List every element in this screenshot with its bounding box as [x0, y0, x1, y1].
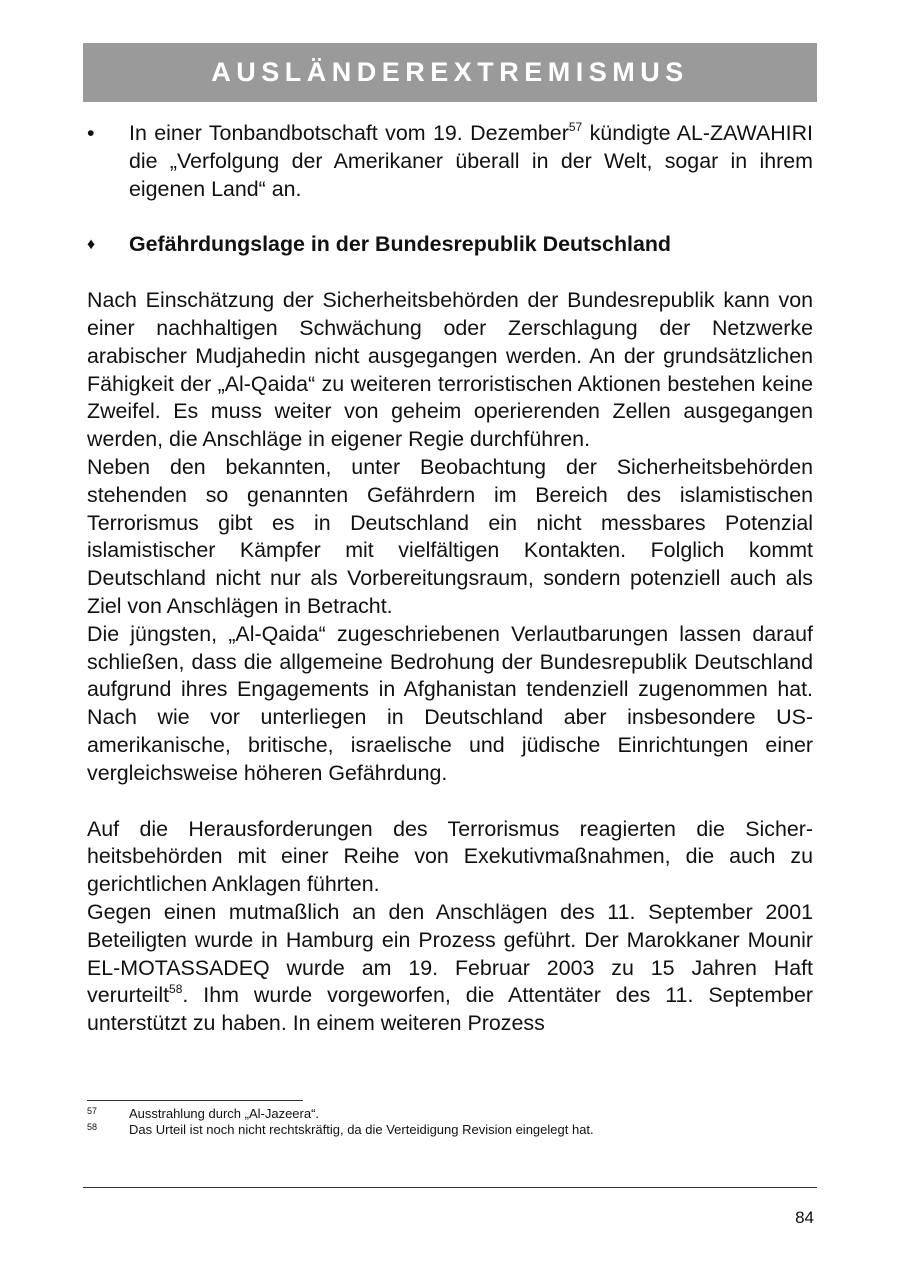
spacer	[87, 259, 813, 287]
footnote-ref-57: 57	[568, 119, 583, 134]
footnote-58	[87, 1122, 813, 1138]
section-heading-text: Gefährdungslage in der Bundesrepublik Deutschland	[129, 232, 671, 257]
bullet-item	[87, 120, 813, 203]
footnote-number: 57	[87, 1106, 98, 1116]
footnote-text: Ausstrahlung durch „Al-Jazeera“.	[129, 1106, 320, 1121]
page-body	[87, 120, 813, 1038]
section-heading	[87, 231, 813, 259]
footnote-text: Das Urteil ist noch nicht rechtskräftig, da die Verteidigung Revision eingelegt hat.	[129, 1122, 594, 1137]
footnote-57	[87, 1106, 813, 1122]
chapter-header-banner	[83, 43, 817, 102]
paragraph-2: Neben den bekannten, unter Beobachtung der Sicherheitsbehörden stehenden so genannten Gefährdern im Bereich des islamistischen Terrorismus gibt es in Deutschland ein nicht messbares Potenzial islamistischer Kämpfer mit vielfältigen Kontakten. Folglich kommt Deutschland nicht nur als Vorbereitungsraum, sondern potenziell auch als Ziel von Anschlägen in Betracht.	[87, 454, 813, 618]
paragraph-5	[87, 899, 813, 1038]
footnotes	[87, 1106, 813, 1138]
footnote-number: 58	[87, 1122, 98, 1132]
paragraph-5-start: Gegen einen mutmaßlich an den Anschlägen des 11. September 2001 Beteiligten wurde in Hamburg ein Prozess geführt. Der Marokkaner Mounir EL-MOTASSADEQ wurde am 19. Februar 2003 zu 15 Jahren Haft verurteilt	[87, 899, 813, 1008]
bullet-text-end: kündigte AL-ZAWAHIRI die „Verfolgung der Amerikaner überall in der Welt, sogar in ihrem eigenen Land“ an.	[129, 121, 813, 201]
page-footer-divider	[83, 1187, 817, 1188]
chapter-title: AUSLÄNDEREXTREMISMUS	[211, 57, 689, 87]
page-number: 84	[795, 1208, 814, 1227]
bullet-text-start: In einer Tonbandbotschaft vom 19. Dezember	[129, 121, 569, 145]
footnote-ref-58: 58	[169, 982, 183, 997]
paragraph-1: Nach Einschätzung der Sicherheitsbehörden der Bundesrepublik kann von einer nachhaltigen Schwächung oder Zerschlagung der Netzwerke arabischer Mudjahedin nicht ausgegangen werden. An der grundsätzlichen Fähigkeit der „Al-Qaida“ zu weiteren terroristischen Aktionen bestehen keine Zweifel. Es muss weiter von geheim operierenden Zellen ausgegangen werden, die Anschläge in eigener Regie durchführen.	[87, 288, 813, 452]
footnote-divider	[87, 1100, 303, 1101]
bullet-icon: •	[87, 121, 95, 145]
diamond-icon: ♦	[87, 236, 96, 254]
paragraph-4: Auf die Herausforderungen des Terrorismus reagierten die Sicherheitsbehörden mit einer Reihe von Exekutivmaßnahmen, die auch zu gerichtlichen Anklagen führten.	[87, 816, 813, 897]
paragraph-5-end: . Ihm wurde vorgeworfen, die Attentäter des 11. September unterstützt zu haben. In einem weiteren Prozess	[87, 983, 813, 1036]
paragraph-3: Die jüngsten, „Al-Qaida“ zugeschriebenen Verlautbarungen lassen darauf schließen, dass die allgemeine Bedrohung der Bundesrepublik Deutschland aufgrund ihres Engagements in Afghanistan tendenziell zugenommen hat. Nach wie vor unterliegen in Deutschland aber insbesondere US-amerikanische, britische, israelische und jüdische Einrichtungen einer vergleichsweise höheren Gefährdung.	[87, 621, 813, 785]
spacer	[87, 788, 813, 816]
